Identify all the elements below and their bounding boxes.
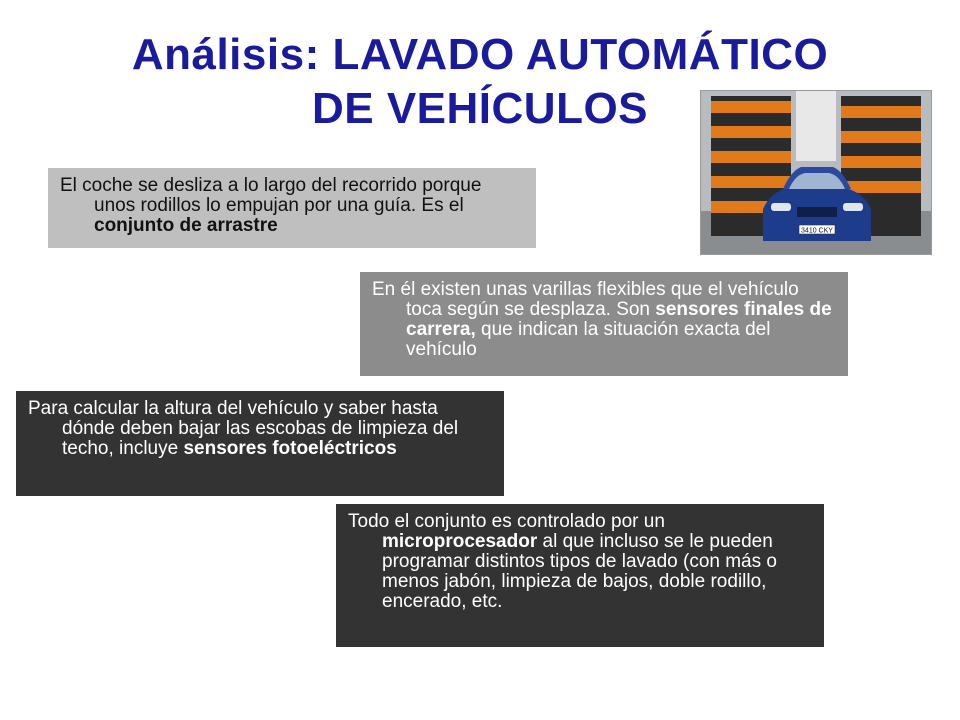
limit-switch-paragraph: En él existen unas varillas flexibles que el vehículo toca según se desplaza. Son sensores finales de carrera, que indican la situación exacta del vehículo bbox=[372, 279, 832, 360]
microprocessor-paragraph: Todo el conjunto es controlado por un microprocesador al que incluso se le pueden programar distintos tipos de lavado (con más o menos jabón, limpieza de bajos, doble rodillo, encerado, etc. bbox=[348, 511, 777, 612]
photoelectric-sensor-term: sensores fotoeléctricos bbox=[183, 438, 397, 459]
limit-switch-text-box bbox=[360, 272, 848, 376]
title-line-2: DE VEHÍCULOS bbox=[311, 84, 649, 133]
limit-switch-term: sensores finales de carrera, bbox=[406, 299, 832, 340]
title-line-1: Análisis: LAVADO AUTOMÁTICO bbox=[131, 30, 829, 79]
drag-assembly-paragraph: El coche se desliza a lo largo del recorrido porque unos rodillos lo empujan por una guía. Es el conjunto de arrastre bbox=[60, 175, 482, 236]
photoelectric-sensor-text-box bbox=[16, 391, 504, 496]
photoelectric-sensor-paragraph: Para calcular la altura del vehículo y saber hasta dónde deben bajar las escobas de limpieza del techo, incluye sensores fotoeléctricos bbox=[28, 398, 459, 459]
microprocessor-term: microprocesador bbox=[382, 531, 538, 552]
drag-assembly-text-box bbox=[48, 168, 536, 248]
car-wash-photo bbox=[700, 90, 932, 255]
drag-assembly-term: conjunto de arrastre bbox=[94, 215, 278, 236]
license-plate: 3410 CKY bbox=[801, 227, 833, 235]
microprocessor-text-box bbox=[336, 504, 824, 647]
